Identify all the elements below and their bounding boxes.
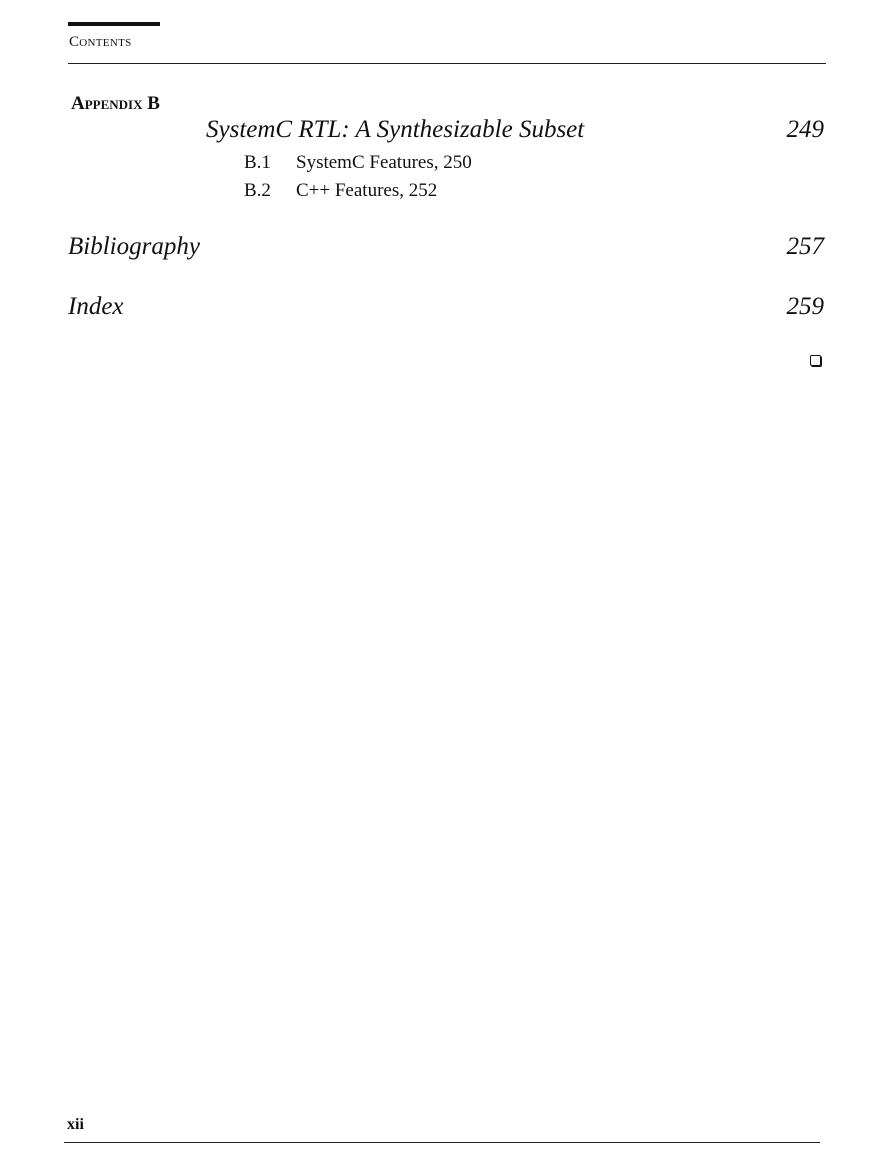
appendix-page-number: 249 xyxy=(786,116,824,143)
folio-page-number: xii xyxy=(67,1116,84,1133)
footer-rule xyxy=(64,1142,820,1143)
header-rule xyxy=(68,63,826,64)
running-head: Contents xyxy=(69,34,132,50)
index-page-number: 259 xyxy=(786,293,824,320)
section-number: B.2 xyxy=(244,180,271,201)
index-title: Index xyxy=(68,293,124,320)
section-text: C++ Features, 252 xyxy=(296,180,438,201)
section-text: SystemC Features, 250 xyxy=(296,152,472,173)
toc-section-row xyxy=(244,180,437,202)
section-number: B.1 xyxy=(244,152,271,173)
appendix-title: SystemC RTL: A Synthesizable Subset xyxy=(206,116,585,143)
bibliography-page-number: 257 xyxy=(786,233,824,260)
end-of-contents-box-icon xyxy=(810,355,821,366)
toc-section-row xyxy=(244,152,472,174)
bibliography-title: Bibliography xyxy=(68,233,200,260)
header-thick-rule xyxy=(68,22,160,26)
appendix-label: Appendix B xyxy=(71,93,160,114)
